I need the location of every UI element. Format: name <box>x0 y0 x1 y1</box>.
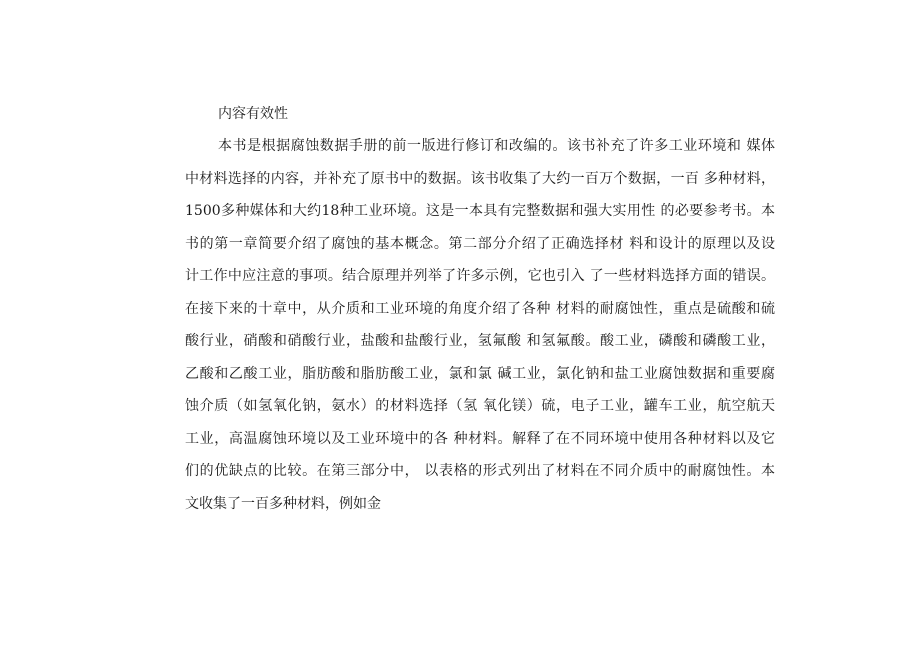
paragraph-line: 酸行业，硝酸和硝酸行业，盐酸和盐酸行业，氢氟酸 和氢氟酸。酸工业，磷酸和磷酸工业， <box>185 333 775 349</box>
paragraph-line: 中材料选择的内容，并补充了原书中的数据。该书收集了大约一百万个数据，一百 多种材料， <box>185 170 775 187</box>
paragraph-line: 书的第一章简要介绍了腐蚀的基本概念。第二部分介绍了正确选择材 料和设计的原理以及设 <box>185 235 775 252</box>
paragraph-line: 在接下来的十章中，从介质和工业环境的角度介绍了各种 材料的耐腐蚀性，重点是硫酸和硫 <box>185 300 775 317</box>
paragraph-line: 计工作中应注意的事项。结合原理并列举了许多示例，它也引入 了一些材料选择方面的错误。 <box>185 268 775 284</box>
paragraph-line: 文收集了一百多种材料，例如金 <box>185 495 381 512</box>
paragraph-line: 本书是根据腐蚀数据手册的前一版进行修订和改编的。该书补充了许多工业环境和 媒体 <box>218 138 775 154</box>
paragraph-line: 们的优缺点的比较。在第三部分中， 以表格的形式列出了材料在不同介质中的耐腐蚀性。本 <box>185 463 775 479</box>
body-paragraph <box>185 136 775 526</box>
paragraph-line: 乙酸和乙酸工业，脂肪酸和脂肪酸工业，氯和氯 碱工业，氯化钠和盐工业腐蚀数据和重要腐 <box>185 365 775 382</box>
paragraph-line: 蚀介质（如氢氧化钠，氨水）的材料选择（氢 氧化镁）硫，电子工业，罐车工业，航空航天 <box>185 398 775 414</box>
paragraph-line: 1500多种媒体和大约18种工业环境。这是一本具有完整数据和强大实用性 的必要参考书。本 <box>185 203 775 219</box>
section-heading: 内容有效性 <box>218 106 288 122</box>
paragraph-line: 工业，高温腐蚀环境以及工业环境中的各 种材料。解释了在不同环境中使用各种材料以及它 <box>185 430 775 447</box>
